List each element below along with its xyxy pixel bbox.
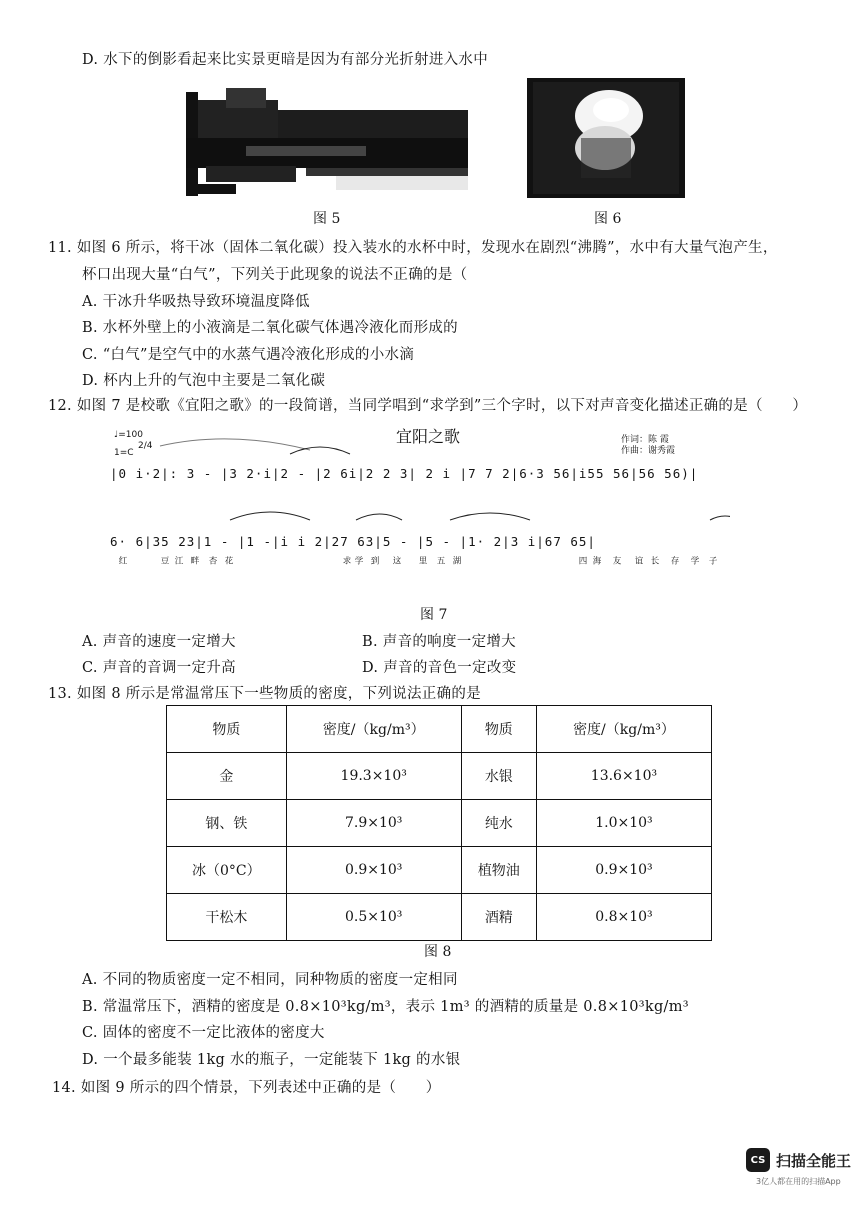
q14-stem: 14. 如图 9 所示的四个情景，下列表述中正确的是（ ） — [52, 1080, 441, 1096]
table-cell: 植物油 — [461, 847, 536, 894]
score-time-signature: 2/4 — [138, 441, 153, 451]
table-cell: 0.8×10³ — [536, 894, 711, 941]
score-tempo: ♩=100 — [114, 430, 143, 440]
q13-option-c: C. 固体的密度不一定比液体的密度大 — [82, 1025, 325, 1041]
q11-option-b: B. 水杯外壁上的小液滴是二氧化碳气体遇冷液化而形成的 — [82, 320, 458, 336]
table-row — [167, 847, 712, 894]
q12-option-b: B. 声音的响度一定增大 — [362, 634, 516, 650]
table-cell: 冰（0°C） — [167, 847, 287, 894]
q12-option-d: D. 声音的音色一定改变 — [362, 660, 517, 676]
table-cell: 7.9×10³ — [286, 800, 461, 847]
lyric-char: 里 — [417, 556, 427, 565]
density-table — [166, 705, 712, 941]
lyric-char: 五 — [435, 556, 445, 565]
table-cell: 纯水 — [461, 800, 536, 847]
score-composer: 作曲：谢秀霞 — [621, 446, 676, 456]
table-cell: 1.0×10³ — [536, 800, 711, 847]
lyric-char: 湖 — [451, 556, 461, 565]
lyric-char: 友 — [611, 556, 621, 565]
figure-5-photo — [186, 88, 468, 196]
lyric-char: 这 — [391, 556, 401, 565]
q11-option-c: C. “白气”是空气中的水蒸气遇冷液化形成的小水滴 — [82, 347, 415, 363]
lyric-char: 江 — [173, 556, 183, 565]
q13-option-d: D. 一个最多能装 1kg 水的瓶子，一定能装下 1kg 的水银 — [82, 1052, 461, 1068]
q11-stem-line1: 11. 如图 6 所示，将干冰（固体二氧化碳）投入装水的水杯中时，发现水在剧烈“沸腾”，水中有大量气泡产生， — [48, 240, 778, 256]
lyric-char: 畔 — [189, 556, 199, 565]
table-row — [167, 894, 712, 941]
lyric-char: 花 — [223, 556, 233, 565]
table-cell: 金 — [167, 753, 287, 800]
q11-option-d: D. 杯内上升的气泡中主要是二氧化碳 — [82, 373, 326, 389]
table-cell: 钢、铁 — [167, 800, 287, 847]
score-title: 宜阳之歌 — [396, 427, 461, 446]
camscanner-logo-icon: CS — [746, 1148, 770, 1172]
figure-7-caption: 图 7 — [420, 607, 448, 623]
q13-option-b: B. 常温常压下，酒精的密度是 0.8×10³kg/m³，表示 1m³ 的酒精的质量是 0.8×10³kg/m³ — [82, 999, 689, 1015]
lyric-char: 学 — [353, 556, 363, 565]
table-cell: 0.9×10³ — [536, 847, 711, 894]
lyric-char: 四 — [577, 556, 587, 565]
table-header: 密度/（kg/m³） — [536, 706, 711, 753]
q10-option-d: D. 水下的倒影看起来比实景更暗是因为有部分光折射进入水中 — [82, 52, 489, 68]
lyric-char: 杏 — [207, 556, 217, 565]
lyric-char: 海 — [591, 556, 601, 565]
table-cell: 酒精 — [461, 894, 536, 941]
lyric-char: 存 — [669, 556, 679, 565]
table-header: 物质 — [167, 706, 287, 753]
table-cell: 0.5×10³ — [286, 894, 461, 941]
table-row — [167, 800, 712, 847]
score-row-2: 6· 6|35 23|1 - |1 -|i i 2|27 63|5 - |5 - |1· 2|3 i|67 65| — [110, 534, 596, 549]
lyric-char: 求 — [341, 556, 351, 565]
q11-stem-line2: 杯口出现大量“白气”，下列关于此现象的说法不正确的是（ — [82, 267, 468, 283]
table-cell: 13.6×10³ — [536, 753, 711, 800]
figure-8-caption: 图 8 — [424, 944, 452, 960]
score-lyrics — [116, 556, 716, 588]
lyric-char: 红 — [117, 556, 127, 565]
table-cell: 0.9×10³ — [286, 847, 461, 894]
score-key: 1=C — [114, 448, 134, 458]
q13-stem: 13. 如图 8 所示是常温常压下一些物质的密度，下列说法正确的是 — [48, 686, 482, 702]
table-cell: 干松木 — [167, 894, 287, 941]
lyric-char: 长 — [649, 556, 659, 565]
table-row — [167, 753, 712, 800]
watermark-brand: 扫描全能王 — [776, 1151, 852, 1170]
q13-option-a: A. 不同的物质密度一定不相同，同种物质的密度一定相同 — [82, 972, 458, 988]
table-cell: 19.3×10³ — [286, 753, 461, 800]
watermark-subtitle: 3亿人都在用的扫描App — [756, 1177, 841, 1186]
figure-6-caption: 图 6 — [594, 211, 622, 227]
lyric-char: 子 — [707, 556, 717, 565]
q12-option-a: A. 声音的速度一定增大 — [82, 634, 236, 650]
score-lyricist: 作词：陈 霞 — [621, 435, 669, 445]
q12-stem: 12. 如图 7 是校歌《宜阳之歌》的一段简谱，当同学唱到“求学到”三个字时，以下对声音变化描述正确的是（ ） — [48, 398, 808, 414]
table-header: 物质 — [461, 706, 536, 753]
lyric-char: 豆 — [159, 556, 169, 565]
table-header-row — [167, 706, 712, 753]
figure-6-photo — [527, 78, 685, 198]
lyric-char: 学 — [689, 556, 699, 565]
q12-option-c: C. 声音的音调一定升高 — [82, 660, 236, 676]
lyric-char: 到 — [369, 556, 379, 565]
table-header: 密度/（kg/m³） — [286, 706, 461, 753]
q11-option-a: A. 干冰升华吸热导致环境温度降低 — [82, 294, 310, 310]
table-cell: 水银 — [461, 753, 536, 800]
score-row-1: |0 i·2|: 3 - |3 2·i|2 - |2 6i|2 2 3| 2 i |7 7 2|6·3 56|i55 56|56 56)| — [110, 466, 699, 481]
lyric-char: 谊 — [633, 556, 643, 565]
scanner-watermark — [746, 1148, 851, 1172]
figure-5-caption: 图 5 — [313, 211, 341, 227]
